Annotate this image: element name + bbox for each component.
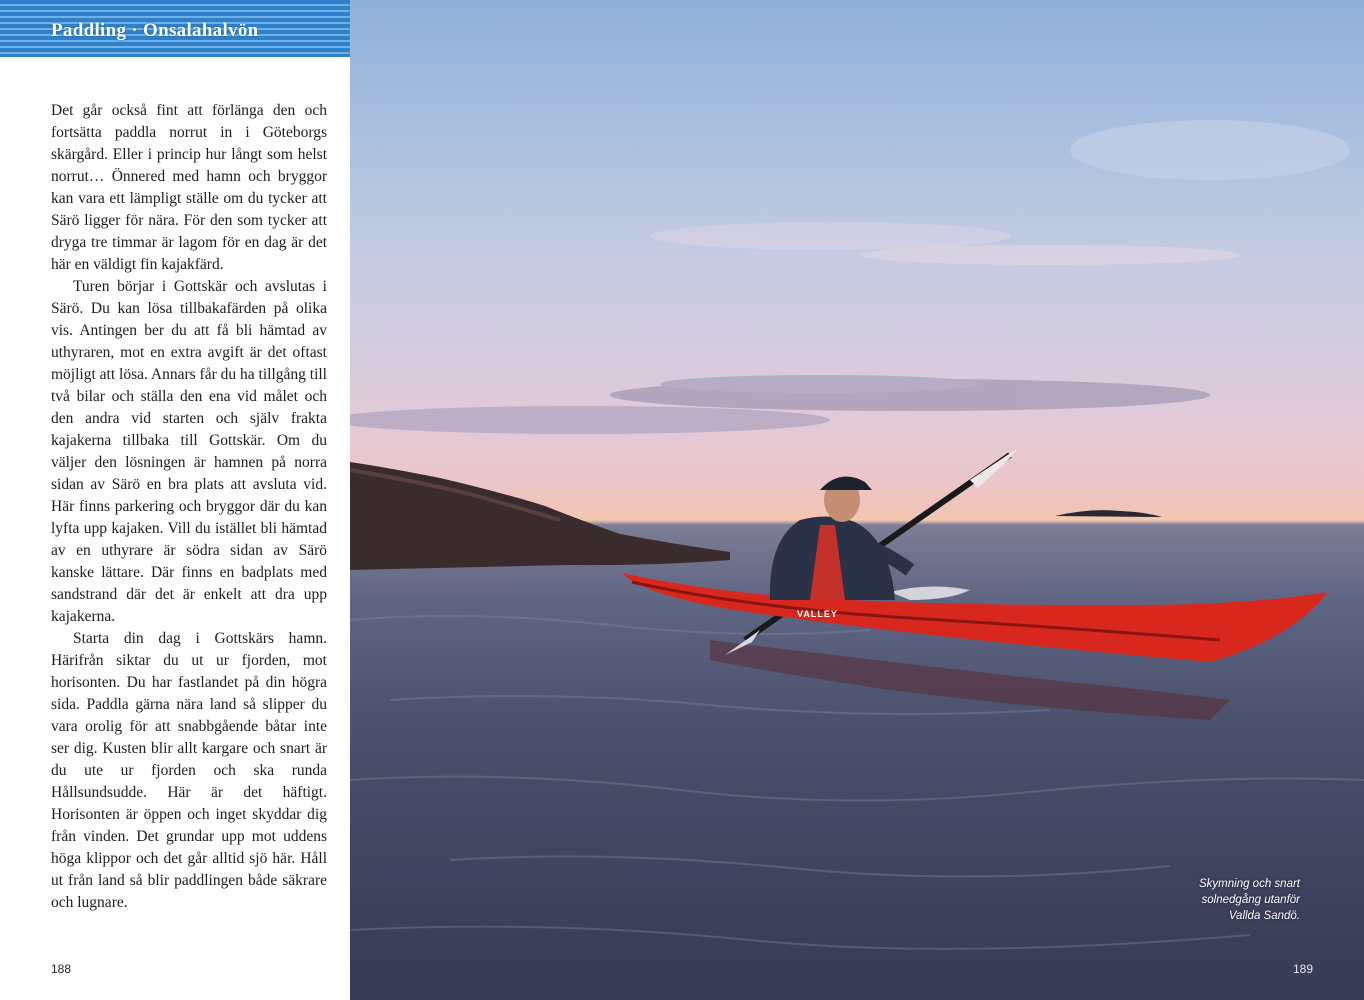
page-number-left: 188	[51, 962, 72, 976]
paddle-blade-upper	[970, 448, 1018, 488]
distant-islet	[1055, 510, 1162, 517]
kayak-brand-label: VALLEY	[797, 609, 838, 619]
paddler-cap	[820, 477, 872, 490]
photo-caption	[1118, 876, 1300, 924]
clouds	[350, 120, 1350, 434]
photo-illustration	[350, 0, 1364, 1000]
body-text-column	[51, 100, 327, 914]
chapter-title: Paddling · Onsalahalvön	[51, 20, 259, 41]
paragraph-3: Starta din dag i Gottskärs hamn. Härifrån siktar du ut ur fjorden, mot horisonten. Du har fastlandet på din högra sida. Paddla gärna nära land så slipper du vara orolig för att snabbgående båtar inte ser dig. Kusten blir allt kargare och snart är du ute ur fjorden och ska runda Hållsundsudde. Här är det häftigt. Horisonten är öppen och inget skyddar dig från vinden. Det grundar upp mot uddens höga klippor och det går alltid sjö här. Håll ut från land så blir paddlingen både säkrare och lugnare.	[51, 630, 327, 911]
caption-line: Vallda Sandö.	[1228, 910, 1300, 922]
kayak-photo	[350, 0, 1364, 1000]
caption-line: solnedgång utanför	[1201, 894, 1300, 906]
paragraph-1: Det går också fint att förlänga den och fortsätta paddla norrut in i Göteborgs skärgård. Eller i princip hur långt som helst norrut… Önnered med hamn och bryggor kan vara ett lämpligt ställe om du tycker att Särö ligger för nära. För den som tycker att dryga tre timmar är lagom för en dag är det här en väldigt fin kajakfärd.	[51, 102, 327, 273]
page-number-right: 189	[1293, 962, 1314, 976]
paragraph-2: Turen börjar i Gottskär och avslutas i Särö. Du kan lösa tillbakafärden på olika vis. Antingen ber du att få bli hämtad av uthyraren, mot en extra avgift är det oftast möjligt att lösa. Annars får du ha tillgång till två bilar och ställa den ena vid målet och den andra vid starten och själv frakta kajakerna tillbaka till Gottskär. Om du väljer den lösningen är hamnen på norra sidan av Särö en bra plats att avsluta vid. Här finns parkering och bryggor där du kan lyfta upp kajaken. Vill du istället bli hämtad av en uthyrare är södra sidan av Särö kanske lättare. Där finns en badplats med sandstrand där det är enkelt att dra upp kajakerna.	[51, 278, 327, 625]
caption-line: Skymning och snart	[1199, 878, 1300, 890]
